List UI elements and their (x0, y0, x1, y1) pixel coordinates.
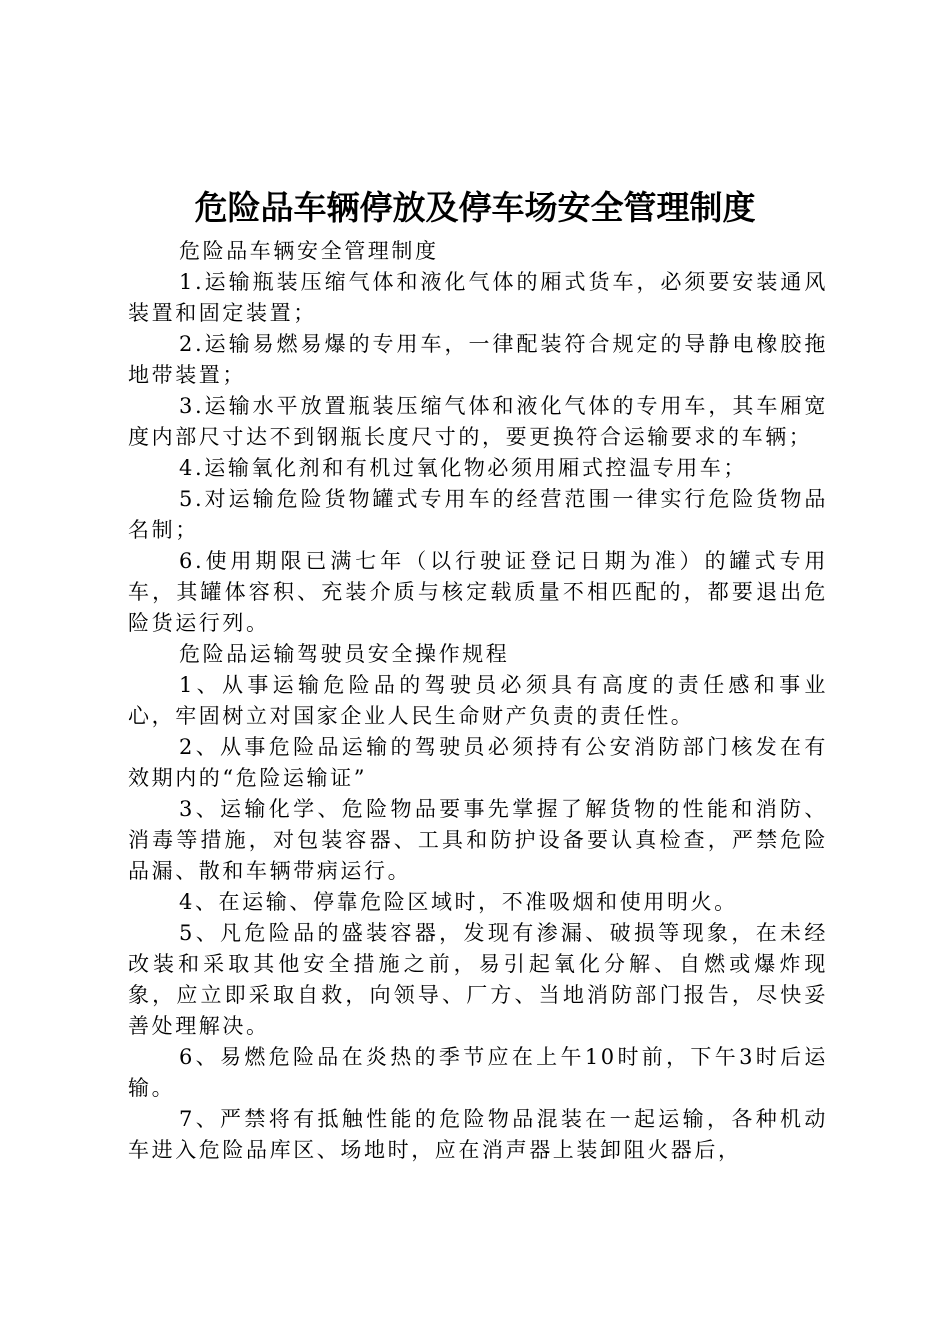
section-heading-vehicle-safety: 危险品车辆安全管理制度 (179, 239, 439, 263)
section-heading-driver-rules: 危险品运输驾驶员安全操作规程 (179, 642, 510, 666)
paragraph: 2、从事危险品运输的驾驶员必须持有公安消防部门核发在有效期内的“危险运输证” (128, 735, 828, 790)
paragraph: 7、严禁将有抵触性能的危险物品混装在一起运输，各种机动车进入危险品库区、场地时，应在消声器上装卸阻火器后， (128, 1107, 828, 1162)
paragraph: 1.运输瓶装压缩气体和液化气体的厢式货车，必须要安装通风装置和固定装置； (128, 270, 828, 325)
paragraph: 1、从事运输危险品的驾驶员必须具有高度的责任感和事业心，牢固树立对国家企业人民生命财产负责的责任性。 (128, 673, 828, 728)
document-title: 危险品车辆停放及停车场安全管理制度 (194, 188, 756, 227)
paragraph: 5.对运输危险货物罐式专用车的经营范围一律实行危险货物品名制； (128, 487, 828, 542)
paragraph: 5、凡危险品的盛装容器，发现有渗漏、破损等现象，在未经改装和采取其他安全措施之前，易引起氧化分解、自燃或爆炸现象，应立即采取自救，向领导、厂方、当地消防部门报告，尽快妥善处理解决。 (128, 921, 828, 1038)
paragraph: 6.使用期限已满七年（以行驶证登记日期为准）的罐式专用车，其罐体容积、充装介质与核定载质量不相匹配的，都要退出危险货运行列。 (128, 549, 828, 635)
document-body (128, 236, 828, 1166)
paragraph: 6、易燃危险品在炎热的季节应在上午10时前，下午3时后运输。 (128, 1045, 828, 1100)
paragraph: 2.运输易燃易爆的专用车，一律配装符合规定的导静电橡胶拖地带装置； (128, 332, 828, 387)
paragraph: 3、运输化学、危险物品要事先掌握了解货物的性能和消防、消毒等措施，对包装容器、工具和防护设备要认真检查，严禁危险品漏、散和车辆带病运行。 (128, 797, 828, 883)
paragraph: 4、在运输、停靠危险区域时，不准吸烟和使用明火。 (179, 890, 738, 914)
paragraph: 3.运输水平放置瓶装压缩气体和液化气体的专用车，其车厢宽度内部尺寸达不到钢瓶长度尺寸的，要更换符合运输要求的车辆； (128, 394, 828, 449)
paragraph: 4.运输氧化剂和有机过氧化物必须用厢式控温专用车； (179, 456, 748, 480)
